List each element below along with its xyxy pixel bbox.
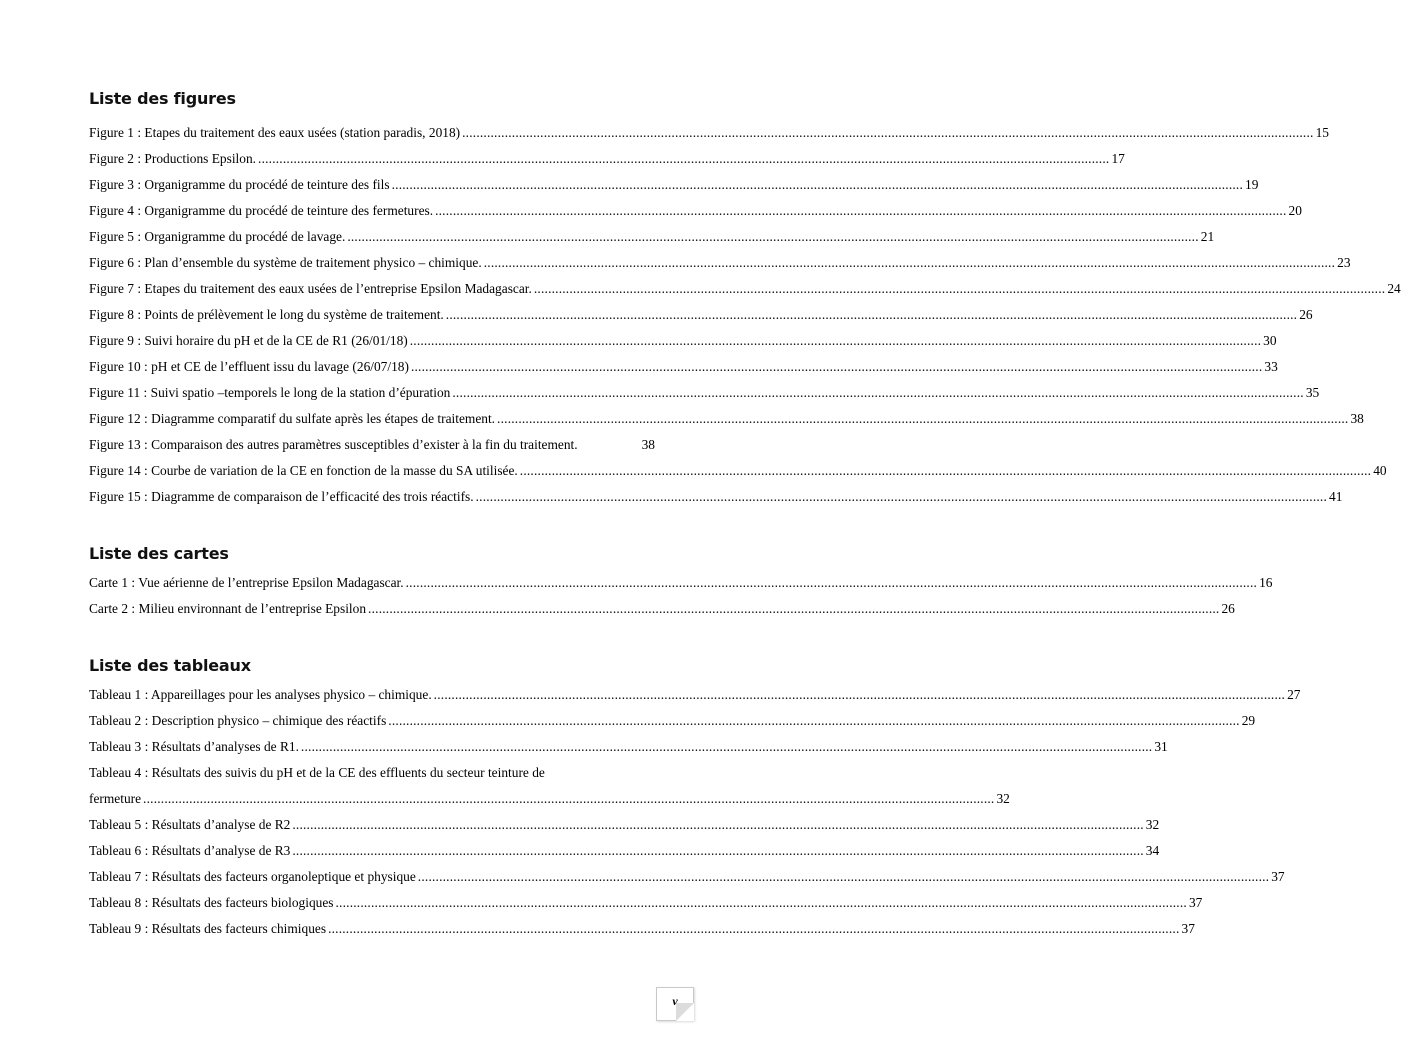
figure-entry-2[interactable] [89,150,1125,168]
dot-leader [484,254,1335,272]
page-number: v [672,994,678,1008]
entry-page: 40 [1373,463,1387,478]
entry-label: Figure 14 : Courbe de variation de la CE en fonction de la masse du SA utilisée. [89,463,518,478]
entry-page: 32 [996,791,1010,806]
dot-leader [292,816,1143,834]
dot-leader [462,124,1313,142]
dot-leader [446,306,1297,324]
dot-leader [476,488,1327,506]
tableau-entry-6[interactable] [89,842,1160,860]
entry-label: Carte 1 : Vue aérienne de l’entreprise Epsilon Madagascar. [89,575,404,590]
entry-label: Tableau 9 : Résultats des facteurs chimiques [89,921,327,936]
dot-leader [497,410,1348,428]
entry-page: 26 [1299,307,1313,322]
carte-entry-2[interactable] [89,600,1235,618]
entry-page: 29 [1241,713,1256,728]
dot-leader [388,712,1239,730]
tableau-entry-9[interactable] [89,920,1195,938]
entry-page: 26 [1221,601,1235,616]
entry-label: Tableau 5 : Résultats d’analyse de R2 [89,817,291,832]
figure-entry-5[interactable] [89,228,1215,246]
entry-page: 24 [1387,281,1401,296]
entry-label: Figure 15 : Diagramme de comparaison de l’efficacité des trois réactifs. [89,489,474,504]
entry-label: Figure 4 : Organigramme du procédé de teinture des fermetures. [89,203,434,218]
entry-label: Figure 8 : Points de prélèvement le long du système de traitement. [89,307,444,322]
entry-page: 30 [1263,333,1277,348]
tableau-entry-4[interactable] [89,764,655,782]
entry-page: 38 [1350,411,1364,426]
figure-entry-7[interactable] [89,280,1401,298]
figure-entry-3[interactable] [89,176,1259,194]
entry-label: Tableau 8 : Résultats des facteurs biologiques [89,895,334,910]
entry-page: 17 [1111,151,1125,166]
entry-label: Figure 13 : Comparaison des autres paramètres susceptibles d’exister à la fin du traitement. [89,437,578,452]
entry-label: Tableau 1 : Appareillages pour les analyses physico – chimique. [89,687,432,702]
dot-leader [434,686,1285,704]
dot-leader [143,790,994,808]
cartes-heading: Liste des cartes [89,544,229,563]
entry-page: 15 [1315,125,1329,140]
figure-entry-11[interactable] [89,384,1320,402]
entry-page: 23 [1337,255,1351,270]
entry-page: 37 [1188,895,1203,910]
dot-leader [452,384,1303,402]
tableaux-heading: Liste des tableaux [89,656,251,675]
entry-label: Figure 3 : Organigramme du procédé de teinture des fils [89,177,390,192]
entry-page: 37 [1181,921,1195,936]
entry-label: Tableau 2 : Description physico – chimique des réactifs [89,713,387,728]
entry-label: Tableau 7 : Résultats des facteurs organoleptique et physique [89,869,416,884]
entry-label: Figure 11 : Suivi spatio –temporels le long de la station d’épuration [89,385,451,400]
dot-leader [368,600,1219,618]
page-number-box [656,987,694,1021]
dot-leader [418,868,1269,886]
entry-label: Figure 10 : pH et CE de l’effluent issu du lavage (26/07/18) [89,359,409,374]
entry-page: 21 [1200,229,1215,244]
tableau-entry-8[interactable] [89,894,1203,912]
entry-label: Figure 5 : Organigramme du procédé de lavage. [89,229,346,244]
dot-leader [435,202,1286,220]
entry-label: Figure 9 : Suivi horaire du pH et de la CE de R1 (26/01/18) [89,333,408,348]
tableau-entry-7[interactable] [89,868,1285,886]
dot-leader [328,920,1179,938]
figure-entry-1[interactable] [89,124,1329,142]
tableau-entry-5[interactable] [89,816,1160,834]
figure-entry-13[interactable] [89,436,655,454]
entry-page: 33 [1264,359,1278,374]
tableau-entry-4-cont[interactable] [89,790,1010,808]
entry-label: Figure 6 : Plan d’ensemble du système de traitement physico – chimique. [89,255,482,270]
dot-leader [347,228,1198,246]
figure-entry-15[interactable] [89,488,1343,506]
entry-label: Figure 12 : Diagramme comparatif du sulfate après les étapes de traitement. [89,411,496,426]
entry-page: 34 [1145,843,1160,858]
figure-entry-9[interactable] [89,332,1277,350]
entry-page: 32 [1145,817,1160,832]
entry-page: 38 [641,437,655,452]
figures-heading: Liste des figures [89,89,236,108]
entry-label: Figure 1 : Etapes du traitement des eaux usées (station paradis, 2018) [89,125,461,140]
dot-leader [406,574,1257,592]
entry-page: 37 [1271,869,1285,884]
page-curl-icon [676,1003,694,1021]
dot-leader [258,150,1109,168]
tableau-entry-1[interactable] [89,686,1301,704]
entry-label: Tableau 6 : Résultats d’analyse de R3 [89,843,291,858]
entry-page: 27 [1287,687,1301,702]
entry-label: Figure 7 : Etapes du traitement des eaux usées de l’entreprise Epsilon Madagascar. [89,281,532,296]
dot-leader [410,332,1261,350]
entry-label: Figure 2 : Productions Epsilon. [89,151,257,166]
entry-page: 41 [1329,489,1343,504]
figure-entry-12[interactable] [89,410,1364,428]
entry-page: 16 [1259,575,1273,590]
figure-entry-8[interactable] [89,306,1313,324]
tableau-entry-2[interactable] [89,712,1256,730]
figure-entry-6[interactable] [89,254,1351,272]
entry-page: 35 [1305,385,1320,400]
dot-leader [520,462,1371,480]
dot-leader [534,280,1385,298]
tableau-entry-3[interactable] [89,738,1168,756]
entry-page: 19 [1245,177,1259,192]
entry-label: Tableau 4 : Résultats des suivis du pH et de la CE des effluents du secteur teinture de [89,765,545,780]
figure-entry-4[interactable] [89,202,1302,220]
dot-leader [336,894,1187,912]
figure-entry-14[interactable] [89,462,1387,480]
entry-label: Carte 2 : Milieu environnant de l’entreprise Epsilon [89,601,367,616]
entry-label: Tableau 3 : Résultats d’analyses de R1. [89,739,299,754]
dot-leader [292,842,1143,860]
entry-label: fermeture [89,791,142,806]
figure-entry-10[interactable] [89,358,1278,376]
dot-leader [301,738,1152,756]
dot-leader [411,358,1262,376]
dot-leader [392,176,1243,194]
carte-entry-1[interactable] [89,574,1273,592]
entry-page: 20 [1288,203,1302,218]
entry-page: 31 [1154,739,1168,754]
